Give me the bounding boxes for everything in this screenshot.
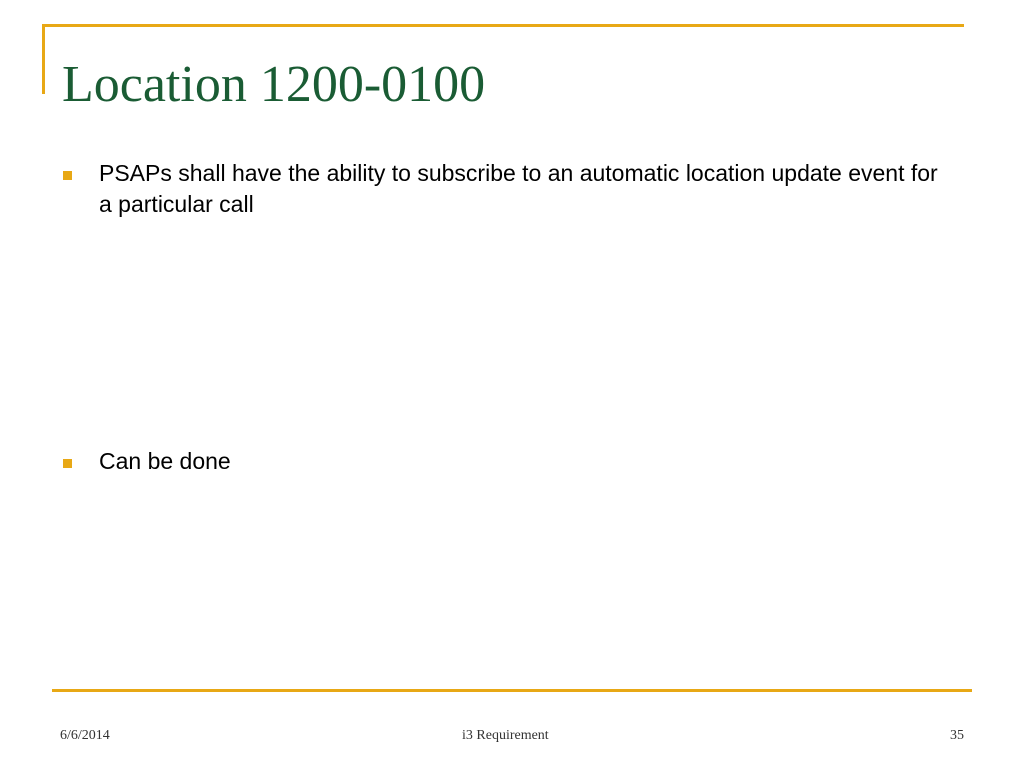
footer-title: i3 Requirement [462, 728, 549, 743]
bullet-list [62, 158, 942, 477]
bullet-text: PSAPs shall have the ability to subscribe to an automatic location update event for a particular call [99, 160, 938, 217]
slide-title: Location 1200-0100 [62, 56, 486, 113]
footer-date: 6/6/2014 [60, 728, 110, 743]
bullet-text: Can be done [99, 448, 231, 474]
bullet-item [62, 446, 942, 477]
frame-top-rule [42, 24, 964, 27]
bullet-item [62, 158, 942, 220]
square-bullet-icon [63, 459, 72, 468]
footer-rule [52, 689, 972, 692]
page-number: 35 [950, 728, 964, 743]
frame-left-rule [42, 24, 45, 94]
square-bullet-icon [63, 171, 72, 180]
